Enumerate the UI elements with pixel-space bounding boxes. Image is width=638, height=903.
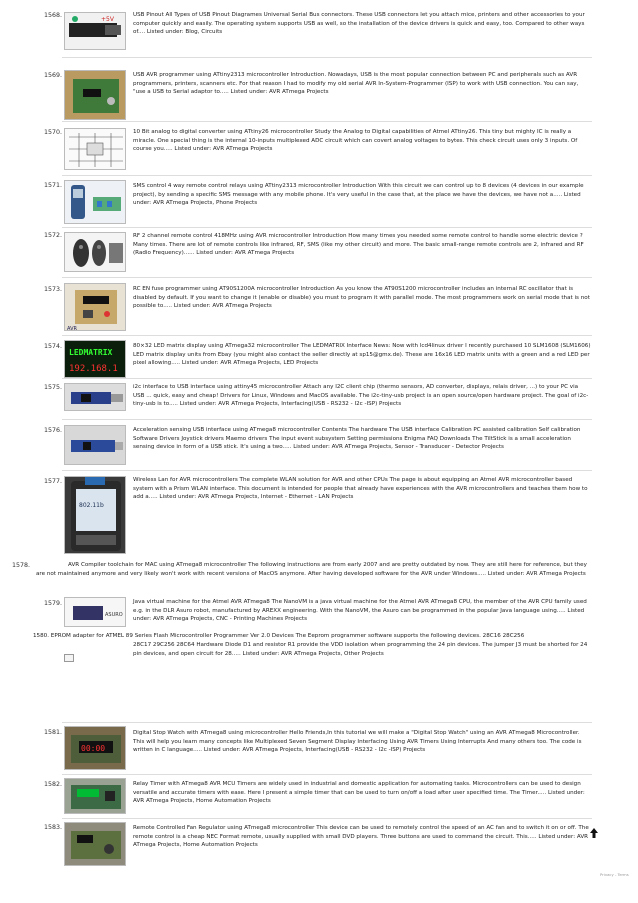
thumbnail-image[interactable] xyxy=(64,726,126,770)
entry-description[interactable]: 10 Bit analog to digital converter using ATtiny26 microcontroller Study the Analog to Digital capabilities of Atmel ATtiny26. This tiny but mighty IC is really a miracle. One special thing is the internal 10-inputs multiplexed ADC circuit which can covert analog voltages to bytes. This check circuit uses only 3 inputs. Of course you..... Listed under: AVR ATmega Projects xyxy=(133,129,578,153)
entry-number: 1580. xyxy=(33,633,50,639)
entry-description[interactable]: Remote Controlled Fan Regulator using ATmega8 microcontroller This device can be used to remotely control the speed of an AC fan and to switch it on or off. The remote control is a cheap NEC Format remote, usually supplied with small DVD players. Three buttons are used to command the circuit. This..... Listed under: AVR ATmega Projects, Home Automation Projects xyxy=(133,825,589,849)
entry-description[interactable]: AVR Compiler toolchain for MAC using ATmega8 microcontroller The following instructions are from early 2007 and are pretty outdated by now. They are still here for reference, but they are not maintained anymore and very likely won't work with recent versions of MacOS anymore. After having developed software for the AVR under Windows..... Listed under: AVR ATmega Projects xyxy=(36,562,587,577)
entry-number: 1569. xyxy=(43,72,62,79)
entry-number: 1568. xyxy=(43,12,62,19)
entry-heading[interactable] xyxy=(33,632,593,641)
entry-description[interactable]: Java virtual machine for the Atmel AVR ATmega8 The NanoVM is a java virtual machine for the Atmel AVR ATmega8 CPU, the member of the AVR CPU family used e.g. in the DLR Asuro robot, manufactured by AREXX engineering. With the NanoVM, the Asuro can be programmed in the popular Java language using..... Listed under: AVR ATmega Projects, CNC - Printing Machines Projects xyxy=(133,599,587,623)
svg-text:LEDMATRIX: LEDMATRIX xyxy=(69,348,113,357)
entry-number: 1581. xyxy=(43,729,62,736)
thumbnail-image[interactable] xyxy=(64,180,126,224)
thumbnail-image[interactable] xyxy=(64,597,126,627)
entry-description[interactable]: USB AVR programmer using ATtiny2313 microcontroller Introduction. Nowadays, USB is the most popular connection between PC and peripherals such as AVR programmers, printers, scanners etc. For that reason I had to modify my old serial AVR In-System-Programmer (ISP) to work with USB connection. You can say, "use a USB to Serial adaptor to..... Listed under: AVR ATmega Projects xyxy=(133,72,579,96)
svg-text:802.11b: 802.11b xyxy=(79,502,104,509)
thumbnail-image[interactable] xyxy=(64,232,126,272)
entry-number: 1582. xyxy=(43,781,62,788)
thumbnail-image[interactable] xyxy=(64,822,126,866)
entry-description[interactable]: i2c interface to USB interface using attiny45 microcontroller Attach any I2C client chip (thermo sensors, AD converter, displays, relais driver, ...) to your PC via USB ... quick, easy and cheap! Drivers for Linux, Windows and MacOS available. The i2c-tiny-usb project is an open source/open hardware project. The goal of i2c-tiny-usb is to..... Listed under: AVR ATmega Projects, Interfacing(USB - RS232 - I2c -ISP) Projects xyxy=(133,384,589,408)
thumbnail-image[interactable] xyxy=(64,778,126,814)
divider xyxy=(62,818,592,819)
svg-text:AVR: AVR xyxy=(67,326,77,331)
thumbnail-image[interactable] xyxy=(64,70,126,120)
entry-description[interactable]: RC EN fuse programmer using AT90S1200A microcontroller Introduction As you know the AT90S1200 microcontroller includes an internal RC oscillator that is disabled by default. If you want to change it (enable or disable) you must to program it with parallel mode. The most programmers work on serial mode that is not possible to..... Listed under: AVR ATmega Projects xyxy=(133,286,590,310)
entry-number: 1583. xyxy=(43,824,62,831)
broken-image-icon xyxy=(64,654,74,662)
entry-number: 1571. xyxy=(43,182,62,189)
entry-number: 1576. xyxy=(43,427,62,434)
entry-description[interactable]: SMS control 4 way remote control relays using ATtiny2313 microcontroller Introduction With this circuit we can control up to 8 devices (4 devices in our example project), by sending a specific SMS message with any mobile phone. It's very useful in the case that, at the place we have the devices, we have not a..... Listed under: AVR ATmega Projects, Phone Projects xyxy=(133,183,584,207)
entry-number: 1573. xyxy=(43,286,62,293)
thumbnail-image[interactable] xyxy=(64,12,126,50)
svg-text:ASURO: ASURO xyxy=(105,612,123,618)
entry-number: 1579. xyxy=(43,600,62,607)
thumbnail-image[interactable] xyxy=(64,383,126,411)
divider xyxy=(62,121,592,122)
scroll-top-arrow-icon[interactable] xyxy=(589,824,599,836)
thumbnail-image[interactable] xyxy=(64,425,126,465)
entry-number: 1572. xyxy=(43,232,62,239)
divider xyxy=(62,722,592,723)
thumbnail-image[interactable] xyxy=(64,283,126,331)
entry-number: 1570. xyxy=(43,129,62,136)
svg-text:+5V: +5V xyxy=(101,16,114,23)
entry-description[interactable]: Relay Timer with ATmega8 AVR MCU Timers are widely used in industrial and domestic application for automating tasks. Microcontrollers can be used to design versatile and accurate timers with ease. Here I present a simple timer that can be used to turn on/off a load after user specified time. The Timer..... Listed under: AVR ATmega Projects, Home Automation Projects xyxy=(133,781,585,805)
entry-number: 1574. xyxy=(43,343,62,350)
thumbnail-image[interactable] xyxy=(64,476,126,554)
entry-description-lead: EPROM adapter for ATMEL 89 Series Flash Microcontroller Programmer Ver 2.0 Devices The Eeprom programmer software supports the following devices. 28C16 28C256 xyxy=(50,633,525,639)
divider xyxy=(62,175,592,176)
divider xyxy=(62,335,592,336)
entry-description[interactable]: RF 2 channel remote control 418MHz using AVR microcontroller Introduction How many times you needed some remote control to handle some electric device ? Many times. There are lot of remote controls like infrared, RF, SMS (like my other circuit) and more. The basic small-range remote controls are 2, infrared and RF (Radio Frequency)...... Listed under: AVR ATmega Projects xyxy=(133,233,584,257)
thumbnail-image[interactable] xyxy=(64,340,126,378)
svg-text:00:00: 00:00 xyxy=(81,744,106,753)
entry-description[interactable]: 28C17 29C256 28C64 Hardware Diode D1 and resistor R1 provide the VDD isolation when programming the 24 pin devices. The jumper J3 must be shorted for 24 pin devices, and open circuit for 28..... Listed under: AVR ATmega Projects, Other Projects xyxy=(133,642,588,657)
entry-description[interactable]: USB Pinout All Types of USB Pinout Diagrames Universal Serial Bus connectors. These USB connectors let you attach mice, printers and other accessories to your computer quickly and easily. The operating system supports USB as well, so the installation of the device drivers is quick and easy, too. Compared to other ways of.... Listed under: Blog, Circuits xyxy=(133,12,585,36)
divider xyxy=(62,419,592,420)
entry-number: 1577. xyxy=(43,478,62,485)
entry-description[interactable]: 80×32 LED matrix display using ATmega32 microcontroller The LEDMATRIX Interface News: Now with lcd4linux driver I recently purchased 10 SLM1608 (SLM1606) LED matrix display units from Ebay (you might also contact the seller directly at sp15@gmx.de). These are 16x16 LED matrix units with a green and a red LED per pixel allowing..... Listed under: AVR ATmega Projects, LED Projects xyxy=(133,343,591,367)
footer-links[interactable]: Privacy - Terms xyxy=(600,872,629,877)
divider xyxy=(62,57,592,58)
thumbnail-image[interactable] xyxy=(64,128,126,170)
entry-description[interactable]: Digital Stop Watch with ATmega8 using microcontroller Hello Friends,In this tutorial we will make a "Digital Stop Watch" using an AVR ATmega8 Microcontroller. This will help you learn many concepts like Multiplexed Seven Segment Display Interfacing Using AVR Timers Using Interrupts And many others too. The code is written in C language..... Listed under: AVR ATmega Projects, Interfacing(USB - RS232 - I2c -ISP) Projects xyxy=(133,730,582,754)
divider xyxy=(62,470,592,471)
entry-number: 1578. xyxy=(11,562,30,569)
entry-number: 1575. xyxy=(43,384,62,391)
divider xyxy=(62,378,592,379)
entry-description[interactable]: Acceleration sensing USB interface using ATmega8 microcontroller Contents The hardware The USB interface Calibration PC assisted calibration Self calibration Software Drivers Joystick drivers Maemo drivers The input event subsystem Setting permissions Enigma FAQ Downloads The TiltStick is a small acceleration sensing device in form of a USB stick. It's using a two..... Listed under: AVR ATmega Projects, Sensor - Transducer - Detector Projects xyxy=(133,427,581,451)
svg-text:192.168.1: 192.168.1 xyxy=(69,364,118,374)
divider xyxy=(62,774,592,775)
divider xyxy=(62,227,592,228)
divider xyxy=(62,277,592,278)
entry-description[interactable]: Wireless Lan for AVR microcontrollers The complete WLAN solution for AVR and other CPUs The page is about equipping an Atmel AVR microcontroller based system with a Prism WLAN interface. This document is intended for people that already have experiences with the AVR microcontrollers and teaches them how to add a..... Listed under: AVR ATmega Projects, Internet - Ethernet - LAN Projects xyxy=(133,477,588,501)
